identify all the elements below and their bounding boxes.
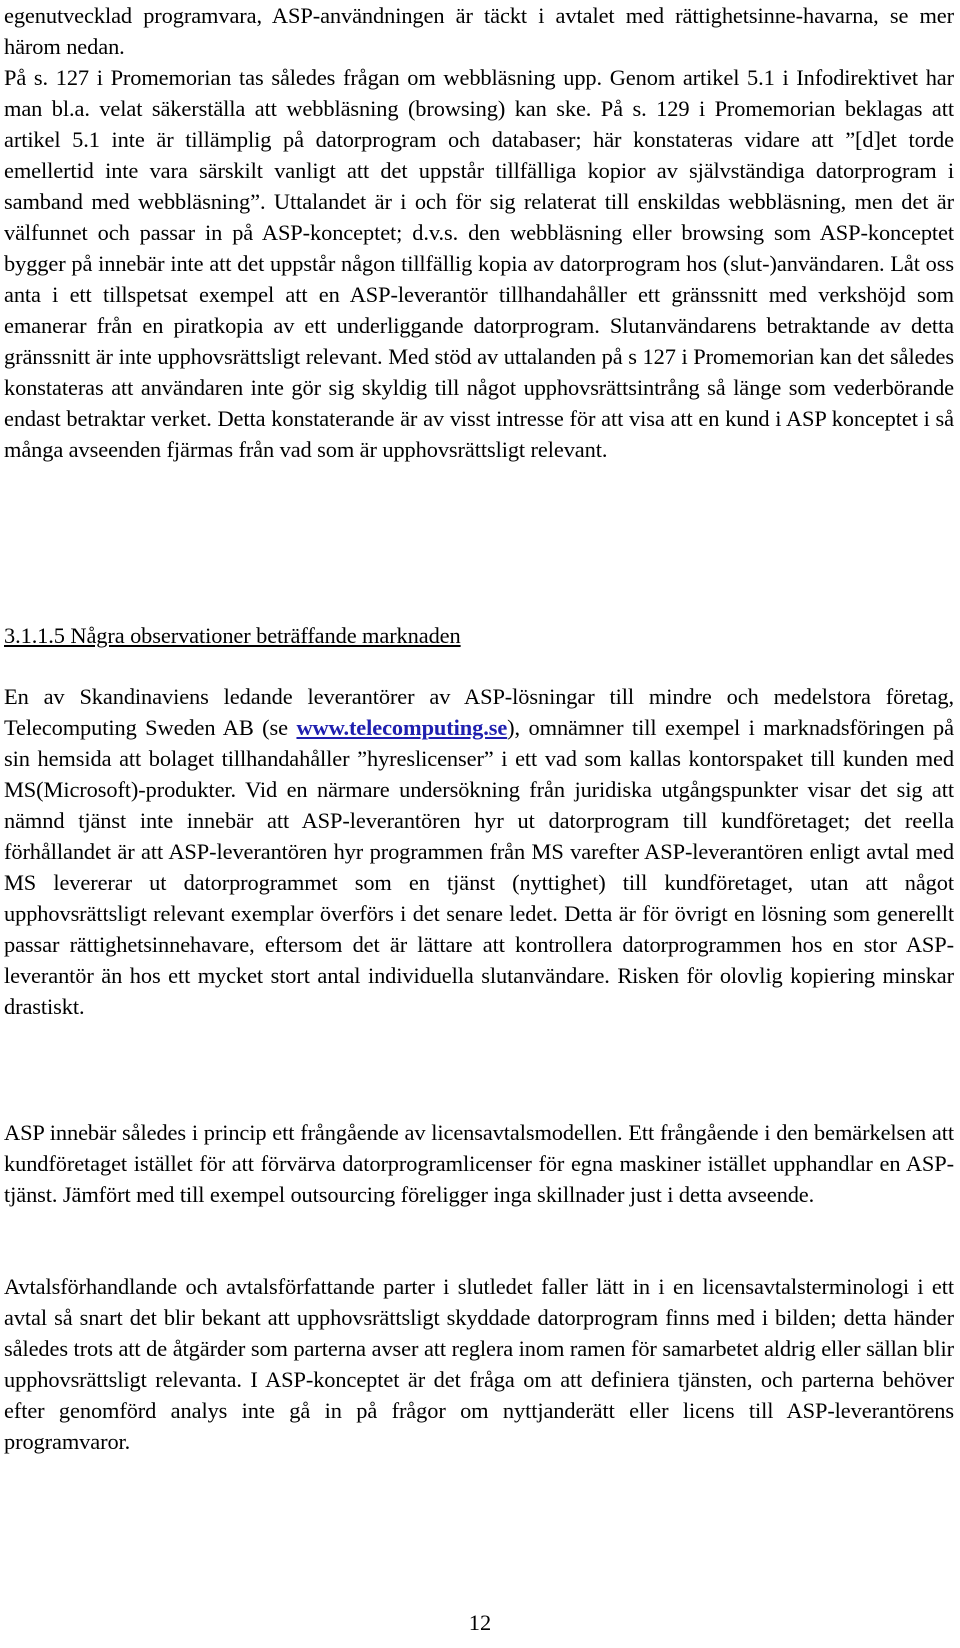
telecomputing-link[interactable]: www.telecomputing.se — [296, 715, 508, 740]
paragraph-text-after-link: ), omnämner till exempel i marknadsföringen på sin hemsida att bolaget tillhandahåller ”hyreslicenser” i ett vad som kallas kontorspaket till kunden med MS(Microsoft)-produkter. Vid en närmare undersökning från juridiska utgångspunkter visar det sig att nämnd tjänst inte innebär att ASP-leverantören hyr ut datorprogram till kundföretaget; det reella förhållandet är att ASP-leverantören hyr programmen från MS varefter ASP-leverantören enligt avtal med MS levererar ut datorprogrammet som en tjänst (nyttighet) till kundföretaget, utan att något upphovsrättsligt relevant exemplar överförs i det senare ledet. Detta är för övrigt en lösning som generellt passar rättighetsinnehavare, eftersom det är lättare att kontrollera datorprogrammen hos en stor ASP-leverantör än hos ett mycket stort antal individuella slutanvändare. Risken för olovlig kopiering minskar drastiskt. — [4, 715, 954, 1019]
paragraph-market-observations — [4, 681, 954, 1022]
paragraph-text-before-link: En av Skandinaviens ledande leverantörer av ASP-lösningar till mindre och medelstora företag, Telecomputing Sweden AB (se — [4, 684, 954, 740]
section-heading: 3.1.1.5 Några observationer beträffande marknaden — [4, 623, 461, 648]
paragraph-intro-continuation: egenutvecklad programvara, ASP-användningen är täckt i avtalet med rättighetsinne-havarna, se mer härom nedan. — [4, 3, 954, 59]
page-number: 12 — [468, 1610, 492, 1635]
paragraph-licensing-model: ASP innebär således i princip ett frångående av licensavtalsmodellen. Ett frångående i den bemärkelsen att kundföretaget istället för att förvärva datorprogramlicenser för egna maskiner istället upphandlar en ASP-tjänst. Jämfört med till exempel outsourcing föreligger inga skillnader just i detta avseende. — [4, 1120, 954, 1207]
paragraph-webbrowsing: På s. 127 i Promemorian tas således frågan om webbläsning upp. Genom artikel 5.1 i Infodirektivet har man bl.a. velat säkerställa att webbläsning (browsing) kan ske. På s. 129 i Promemorian beklagas att artikel 5.1 inte är tillämplig på datorprogram och databaser; här konstateras vidare att ”[d]et torde emellertid inte vara särskilt vanligt att det uppstår tillfälliga kopior av självständiga datorprogram i samband med webbläsning”. Uttalandet är i och för sig relaterat till enskildas webbläsning, men det är välfunnet och passar in på ASP-konceptet; d.v.s. den webbläsning eller browsing som ASP-konceptet bygger på innebär inte att det uppstår någon tillfällig kopia av datorprogram hos (slut-)användaren. Låt oss anta i ett tillspetsat exempel att en ASP-leverantör tillhandahåller ett gränssnitt med verkshöjd som emanerar från en piratkopia av ett underliggande datorprogram. Slutanvändarens betraktande av detta gränssnitt är inte upphovsrättsligt relevant. Med stöd av uttalanden på s 127 i Promemorian kan det således konstateras att användaren inte gör sig skyldig till något upphovsrättsintrång så länge som vederbörande endast betraktar verket. Detta konstaterande är av visst intresse för att visa att en kund i ASP konceptet i så många avseenden fjärmas från vad som är upphovsrättsligt relevant. — [4, 65, 954, 462]
paragraph-contract-negotiation: Avtalsförhandlande och avtalsförfattande parter i slutledet faller lätt in i en licensavtalsterminologi i ett avtal så snart det blir bekant att upphovsrättsligt skyddade datorprogram finns med i bilden; detta händer således trots att de åtgärder som parterna avser att reglera inom ramen för samarbetet aldrig eller sällan blir upphovsrättsligt relevanta. I ASP-konceptet är det fråga om att definiera tjänsten, och parterna behöver efter genomförd analys inte gå in på frågor om nyttjanderätt eller licens till ASP-leverantörens programvaror. — [4, 1274, 954, 1454]
